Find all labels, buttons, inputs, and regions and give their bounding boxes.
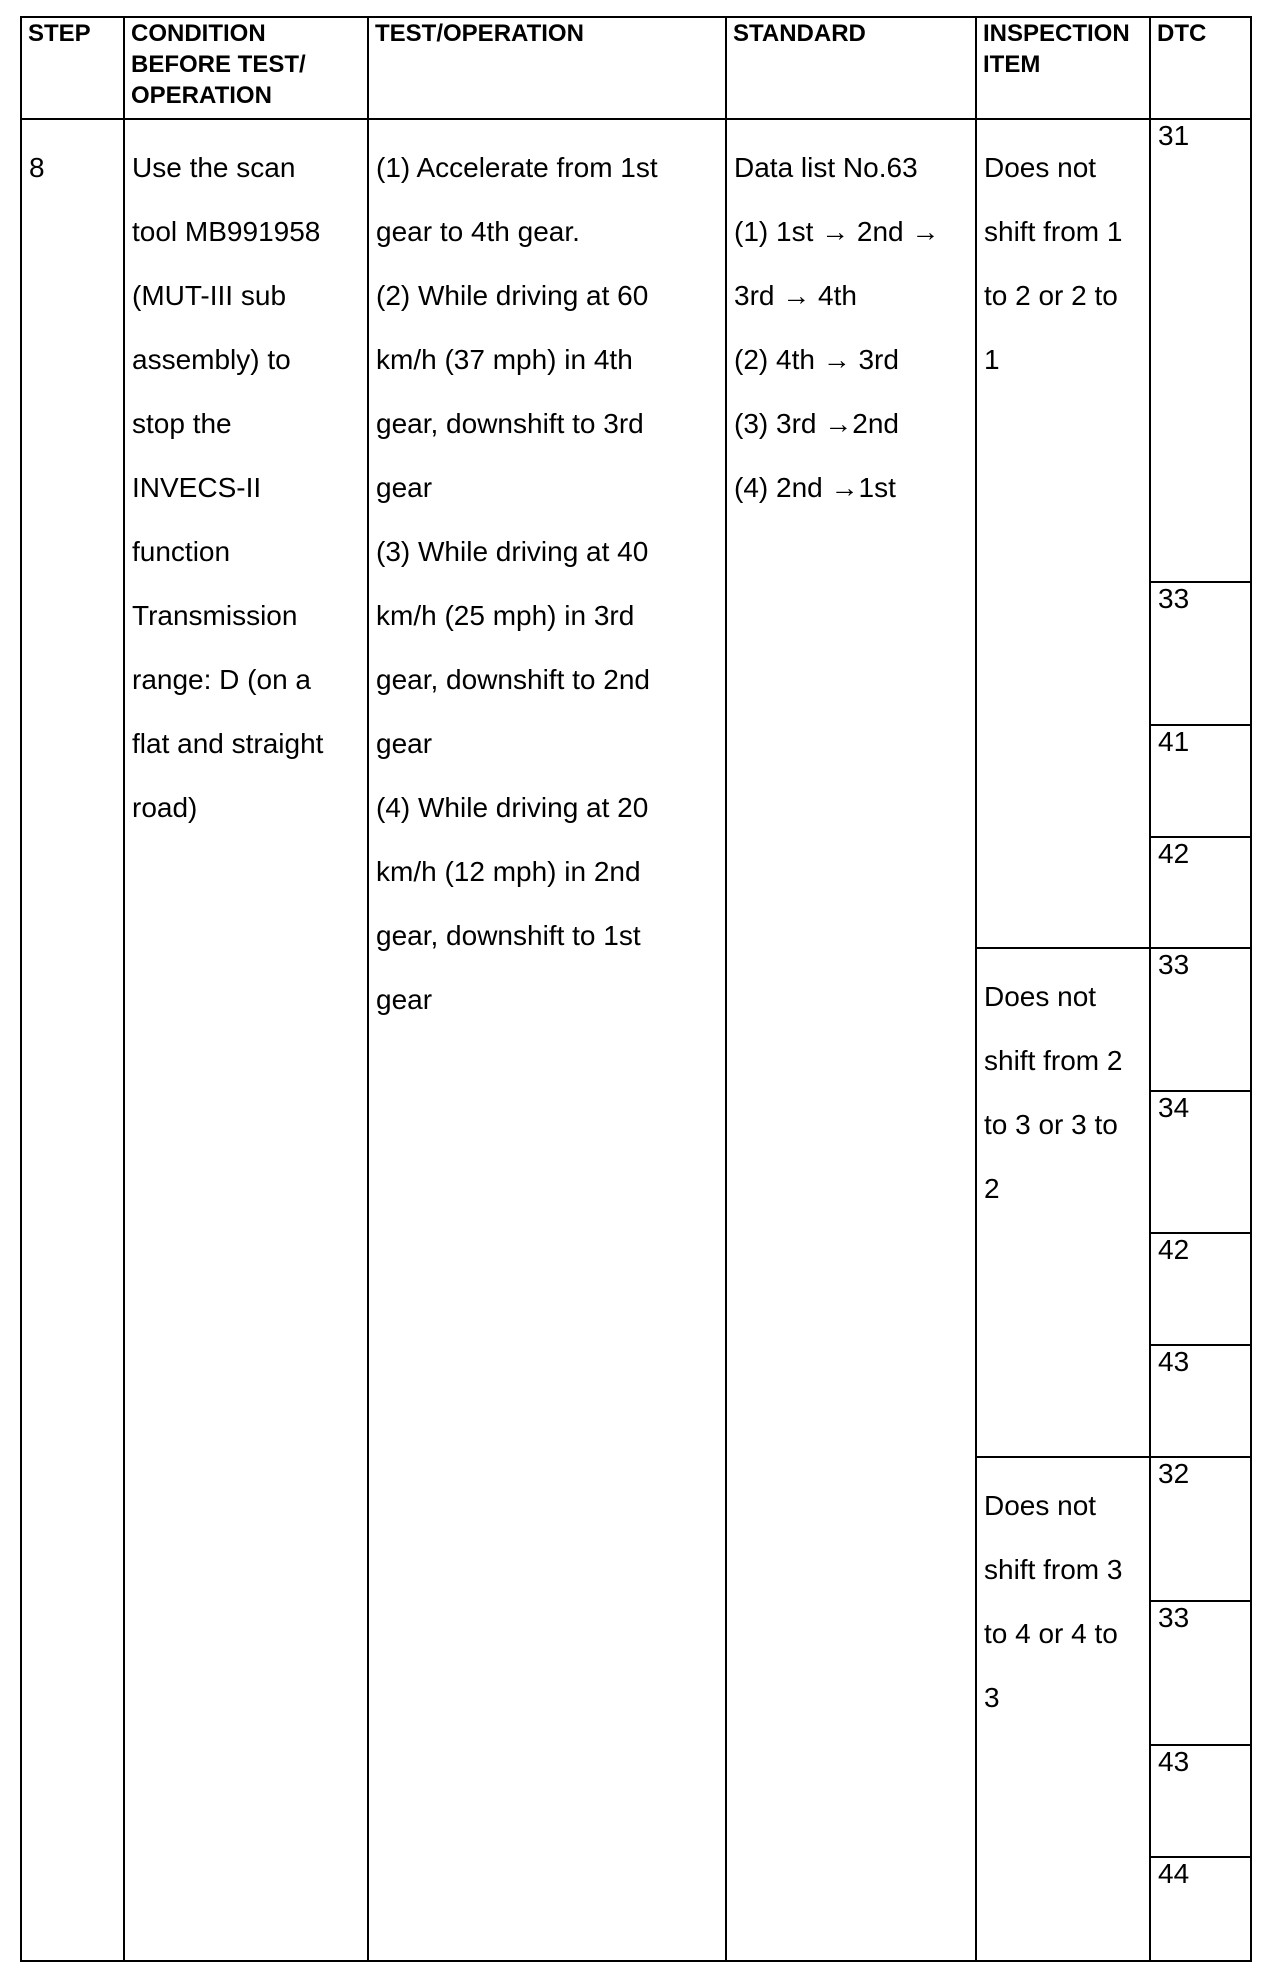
dtc-code: 41 bbox=[1158, 726, 1190, 757]
test-operation-text: (1) Accelerate from 1st gear to 4th gear. (2) While driving at 60 km/h (37 mph) in 4th gear, downshift to 3rd gear (3) While driving at 40 km/h (25 mph) in 3rd gear, downshift to 2nd gear (4) While driving at 20 km/h (12 mph) in 2nd gear, downshift to 1st gear bbox=[376, 152, 658, 1015]
step-number: 8 bbox=[29, 152, 45, 183]
inspection-item-3-4: Does not shift from 3 to 4 or 4 to 3 bbox=[984, 1490, 1123, 1713]
header-dtc: DTC bbox=[1157, 20, 1207, 47]
header-standard: STANDARD bbox=[733, 20, 866, 47]
dtc-code: 32 bbox=[1158, 1458, 1190, 1489]
column-divider bbox=[1149, 18, 1151, 1960]
condition-text: Use the scan tool MB991958 (MUT-III sub assembly) to stop the INVECS-II function Transmission range: D (on a flat and straight road) bbox=[132, 152, 324, 823]
inspection-item-2-3: Does not shift from 2 to 3 or 3 to 2 bbox=[984, 981, 1123, 1204]
dtc-code: 31 bbox=[1158, 120, 1190, 151]
header-inspection-item: INSPECTION ITEM bbox=[983, 20, 1130, 78]
header-condition: CONDITION BEFORE TEST/ OPERATION bbox=[131, 20, 306, 109]
dtc-code: 34 bbox=[1158, 1092, 1190, 1123]
inspection-item-1-2: Does not shift from 1 to 2 or 2 to 1 bbox=[984, 152, 1123, 375]
standard-text: Data list No.63 (1) 1st → 2nd → 3rd → 4th (2) 4th → 3rd (3) 3rd →2nd (4) 2nd →1st bbox=[734, 152, 940, 503]
dtc-code: 42 bbox=[1158, 838, 1190, 869]
dtc-code: 33 bbox=[1158, 949, 1190, 980]
dtc-code: 43 bbox=[1158, 1746, 1190, 1777]
header-test-operation: TEST/OPERATION bbox=[375, 20, 584, 47]
dtc-code: 33 bbox=[1158, 583, 1190, 614]
dtc-code: 43 bbox=[1158, 1346, 1190, 1377]
dtc-code: 42 bbox=[1158, 1234, 1190, 1265]
dtc-code: 44 bbox=[1158, 1858, 1190, 1889]
header-step: STEP bbox=[28, 20, 91, 47]
inspection-table bbox=[20, 16, 1252, 1962]
dtc-code: 33 bbox=[1158, 1602, 1190, 1633]
